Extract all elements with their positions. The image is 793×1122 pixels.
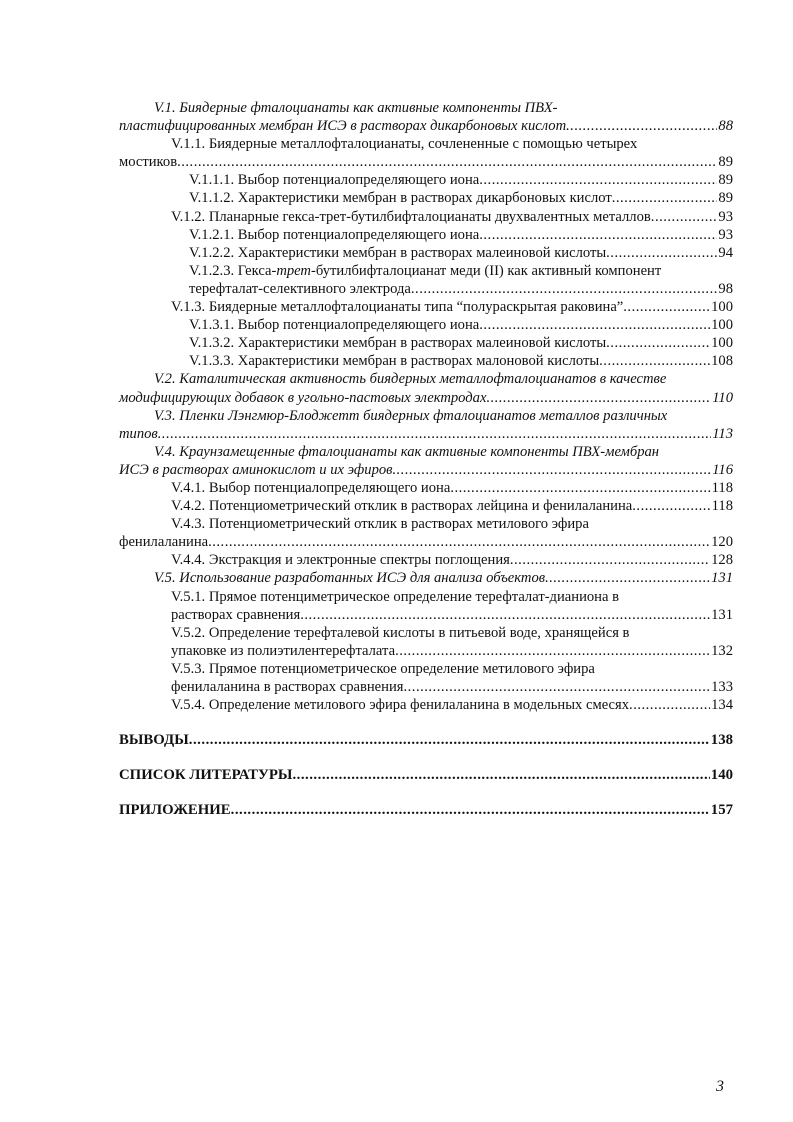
- toc-page-number: 120: [711, 534, 733, 551]
- toc-entry-text: фенилаланина в растворах сравнения: [171, 679, 404, 695]
- toc-entry-text: фенилаланина: [119, 534, 209, 551]
- toc-page-number: 131: [711, 606, 733, 623]
- toc-entry-v5-2: [119, 642, 733, 660]
- toc-entry-text: упаковке из полиэтилентерефталата: [171, 642, 396, 659]
- toc-entry-v4-3: [119, 533, 733, 551]
- toc-entry-v1-1-2: [119, 189, 733, 207]
- toc-entry-references: [119, 766, 733, 784]
- toc-entry-text-prefix: V.1.2.3. Гекса-: [189, 262, 277, 279]
- toc-entry-v4-1: [119, 479, 733, 497]
- dot-leader: [158, 425, 711, 443]
- toc-page-number: 140: [710, 767, 733, 784]
- toc-entry-v1-2-3-line1: [119, 262, 733, 280]
- toc-entry-text: V.1.2. Планарные гекса-трет-бутилбифталоцианаты двухвалентных металлов: [171, 208, 651, 225]
- toc-entry-text: V.5.1. Прямое потенциметрическое определение терефталат-дианиона в: [171, 588, 620, 605]
- toc-entry-v1-2: [119, 208, 733, 226]
- toc-page-number: 93: [718, 208, 733, 225]
- dot-leader: [479, 316, 710, 334]
- dot-leader: [486, 389, 711, 407]
- toc-entry-v5-1: [119, 606, 733, 624]
- toc-entry-text-suffix: -бутилбифталоцианат меди (II) как активный компонент: [310, 262, 662, 279]
- dot-leader: [606, 334, 710, 352]
- toc-entry-v3-line1: [119, 407, 733, 425]
- toc-entry-v5-3-line1: [119, 660, 733, 678]
- toc-entry-text: растворах сравнения: [171, 606, 301, 623]
- dot-leader: [450, 479, 710, 497]
- toc-entry-v1-1-1: [119, 171, 733, 189]
- toc-entry-text: пластифицированных мембран ИСЭ в растворах дикарбоновых кислот: [119, 118, 567, 135]
- toc-page-number: 128: [711, 552, 733, 569]
- toc-page-number: 113: [712, 425, 733, 442]
- toc-entry-text: V.4.1. Выбор потенциалопределяющего иона: [171, 479, 451, 496]
- dot-leader: [231, 801, 710, 819]
- toc-entry-text: [189, 262, 661, 280]
- toc-entry-v1-line1: [119, 99, 733, 117]
- toc-page-number: 132: [711, 642, 733, 659]
- toc-entry-text: V.1.1.1. Выбор потенциалопределяющего иона: [189, 172, 480, 189]
- toc-entry-v2: [119, 389, 733, 407]
- toc-entry-text: ИСЭ в растворах аминокислот и их эфиров: [119, 461, 393, 478]
- toc-entry-v1-1-line1: [119, 135, 733, 153]
- toc-entry-appendix: [119, 801, 733, 819]
- toc-entry-v1-3-2: [119, 334, 733, 352]
- toc-entry-text: V.1.2.1. Выбор потенциалопределяющего иона: [189, 226, 480, 243]
- page-number: 3: [716, 1078, 724, 1095]
- dot-leader: [623, 298, 710, 316]
- dot-leader: [208, 533, 710, 551]
- toc-entry-text: V.1.3.2. Характеристики мембран в растворах малеиновой кислоты: [189, 335, 607, 352]
- toc-entry-v4: [119, 461, 733, 479]
- toc-page-number: 93: [718, 226, 733, 243]
- toc-page-number: 134: [711, 697, 733, 714]
- dot-leader: [189, 731, 710, 749]
- toc-entry-text: V.5.2. Определение терефталевой кислоты в питьевой воде, хранящейся в: [171, 624, 630, 641]
- dot-leader: [393, 461, 712, 479]
- toc-entry-v1-3-1: [119, 316, 733, 334]
- toc-entry-text: мостиков: [119, 154, 178, 171]
- dot-leader: [632, 497, 710, 515]
- dot-leader: [566, 117, 717, 135]
- toc-entry-text: V.1.3.1. Выбор потенциалопределяющего иона: [189, 317, 480, 334]
- toc-entry-v4-2: [119, 497, 733, 515]
- toc-entry-v1-3: [119, 298, 733, 316]
- toc-entry-text: V.4. Краунзамещенные фталоцианаты как активные компоненты ПВХ-мембран: [154, 443, 660, 460]
- dot-leader: [479, 171, 717, 189]
- toc-entry-text: ВЫВОДЫ: [119, 732, 189, 749]
- dot-leader: [651, 208, 718, 226]
- toc-entry-text: V.2. Каталитическая активность биядерных металлофталоцианатов в качестве: [154, 371, 667, 388]
- toc-page-number: 100: [711, 317, 733, 334]
- toc-entry-v1-2-1: [119, 226, 733, 244]
- toc-entry-conclusions: [119, 731, 733, 749]
- toc-entry-v5: [119, 569, 733, 587]
- spacer: [119, 714, 733, 731]
- toc-page-number: 118: [711, 479, 733, 496]
- toc-entry-text-italic: трет: [276, 262, 311, 279]
- toc-entry-text: модифицирующих добавок в угольно-пастовых электродах: [119, 389, 487, 406]
- toc-entry-text: V.1.1.2. Характеристики мембран в растворах дикарбоновых кислот: [189, 190, 612, 207]
- toc-page-number: 100: [711, 335, 733, 352]
- toc-page-number: 110: [712, 389, 733, 406]
- toc-page-number: 138: [710, 732, 733, 749]
- toc-entry-v4-line1: [119, 443, 733, 461]
- toc-page-number: 89: [718, 190, 733, 207]
- toc-page-number: 98: [718, 280, 733, 297]
- dot-leader: [606, 244, 717, 262]
- toc-entry-v5-4: [119, 696, 733, 714]
- toc-entry-v5-2-line1: [119, 624, 733, 642]
- dot-leader: [479, 226, 717, 244]
- toc-page-number: 89: [718, 154, 733, 171]
- dot-leader: [612, 189, 718, 207]
- dot-leader: [510, 551, 710, 569]
- toc-entry-text: ПРИЛОЖЕНИЕ: [119, 802, 231, 819]
- toc-entry-v1: [119, 117, 733, 135]
- toc-entry-v2-line1: [119, 370, 733, 388]
- toc-page-number: 116: [712, 461, 733, 478]
- toc-entry-v1-1: [119, 153, 733, 171]
- dot-leader: [395, 642, 710, 660]
- toc-entry-text: V.5. Использование разработанных ИСЭ для анализа объектов: [154, 570, 546, 587]
- toc-page-number: 118: [711, 498, 733, 515]
- dot-leader: [411, 280, 718, 298]
- dot-leader: [545, 569, 710, 587]
- toc-entry-v4-4: [119, 551, 733, 569]
- toc-entry-text: V.3. Пленки Лэнгмюр-Блоджетт биядерных фталоцианатов металлов различных: [154, 407, 668, 424]
- toc-entry-text: V.4.2. Потенциометрический отклик в растворах лейцина и фенилаланина: [171, 498, 633, 515]
- dot-leader: [177, 153, 717, 171]
- toc-page-number: 108: [711, 353, 733, 370]
- toc-page-number: 100: [711, 299, 733, 316]
- toc-entry-text: V.1.2.2. Характеристики мембран в растворах малеиновой кислоты: [189, 244, 607, 261]
- toc-entry-text: V.1.3.3. Характеристики мембран в растворах малоновой кислоты: [189, 353, 600, 370]
- toc-entry-text: СПИСОК ЛИТЕРАТУРЫ: [119, 767, 293, 784]
- toc-entry-v5-1-line1: [119, 588, 733, 606]
- dot-leader: [629, 696, 710, 714]
- spacer: [119, 784, 733, 801]
- toc-page-number: 89: [718, 172, 733, 189]
- toc-entry-v1-2-2: [119, 244, 733, 262]
- toc-page-number: 88: [718, 118, 733, 135]
- toc-entry-v1-2-3: [119, 280, 733, 298]
- toc-entry-text: V.4.4. Экстракция и электронные спектры поглощения: [171, 552, 510, 569]
- toc-page-number: 157: [710, 802, 733, 819]
- dot-leader: [599, 352, 710, 370]
- toc-page-number: 131: [711, 570, 733, 587]
- toc-entry-v5-3: [119, 678, 733, 696]
- toc-entry-text: терефталат-селективного электрода: [189, 280, 411, 297]
- toc-entry-v3: [119, 425, 733, 443]
- dot-leader: [300, 606, 710, 624]
- toc-entry-text: V.1. Биядерные фталоцианаты как активные компоненты ПВХ-: [154, 100, 558, 116]
- dot-leader: [404, 678, 711, 696]
- toc-entry-text: V.1.1. Биядерные металлофталоцианаты, сочлененные с помощью четырех: [171, 136, 638, 153]
- toc-entry-v4-3-line1: [119, 515, 733, 533]
- toc-entry-text: V.5.3. Прямое потенциометрическое определение метилового эфира: [171, 660, 595, 677]
- toc-page-number: 94: [718, 244, 733, 261]
- toc-entry-text: V.1.3. Биядерные металлофталоцианаты типа “полураскрытая раковина”: [171, 299, 624, 316]
- table-of-contents: [119, 99, 733, 819]
- toc-entry-text: V.4.3. Потенциометрический отклик в растворах метилового эфира: [171, 516, 589, 533]
- toc-entry-text: типов: [119, 425, 158, 442]
- dot-leader: [292, 766, 709, 784]
- spacer: [119, 749, 733, 766]
- toc-entry-text: V.5.4. Определение метилового эфира фенилаланина в модельных смесях: [171, 697, 630, 714]
- toc-page-number: 133: [711, 679, 733, 695]
- toc-entry-v1-3-3: [119, 352, 733, 370]
